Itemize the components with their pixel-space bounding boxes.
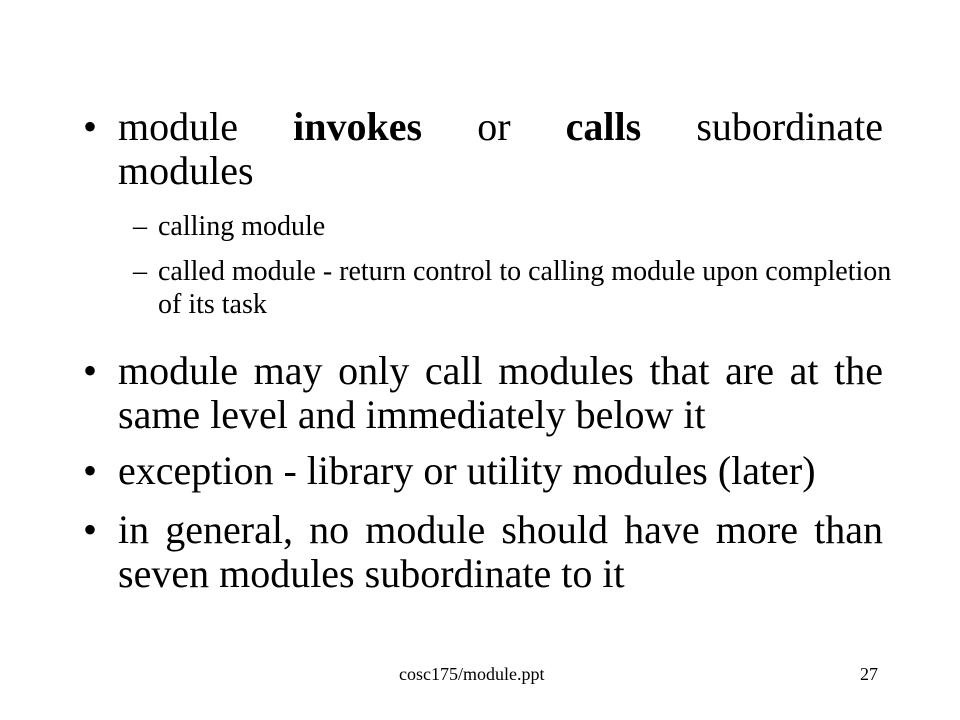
- bullet-item: [83, 508, 883, 596]
- bullet-text: in general, no module should have more than seven modules subordinate to it: [118, 507, 883, 596]
- bullet-word-bold: invokes: [293, 104, 423, 149]
- sub-bullet-item: [133, 255, 893, 321]
- bullet-marker: •: [83, 104, 98, 149]
- footer-filename: cosc175/module.ppt: [399, 664, 545, 684]
- sub-bullet-item: [133, 210, 893, 243]
- sub-bullet-text: called module - return control to calling module upon completion of its task: [158, 256, 892, 320]
- footer-page-number: 27: [860, 664, 878, 684]
- bullet-word-bold: calls: [565, 104, 642, 149]
- bullet-text: exception - library or utility modules (later): [118, 448, 816, 493]
- bullet-marker: •: [83, 448, 98, 493]
- bullet-item: [83, 449, 883, 493]
- sub-bullet-marker: –: [133, 211, 147, 242]
- bullet-text-continuation: modules: [118, 148, 254, 193]
- bullet-word: or: [477, 104, 511, 149]
- sub-bullet-text: calling module: [158, 211, 326, 242]
- bullet-marker: •: [83, 507, 98, 552]
- bullet-marker: •: [83, 348, 98, 393]
- sub-bullet-marker: –: [133, 256, 147, 287]
- bullet-item: [83, 349, 883, 437]
- bullet-text: module may only call modules that are at the same level and immediately below it: [118, 348, 883, 437]
- bullet-word: module: [118, 104, 238, 149]
- bullet-word: subordinate: [696, 104, 883, 149]
- bullet-text: [118, 105, 883, 193]
- bullet-item: [83, 105, 883, 193]
